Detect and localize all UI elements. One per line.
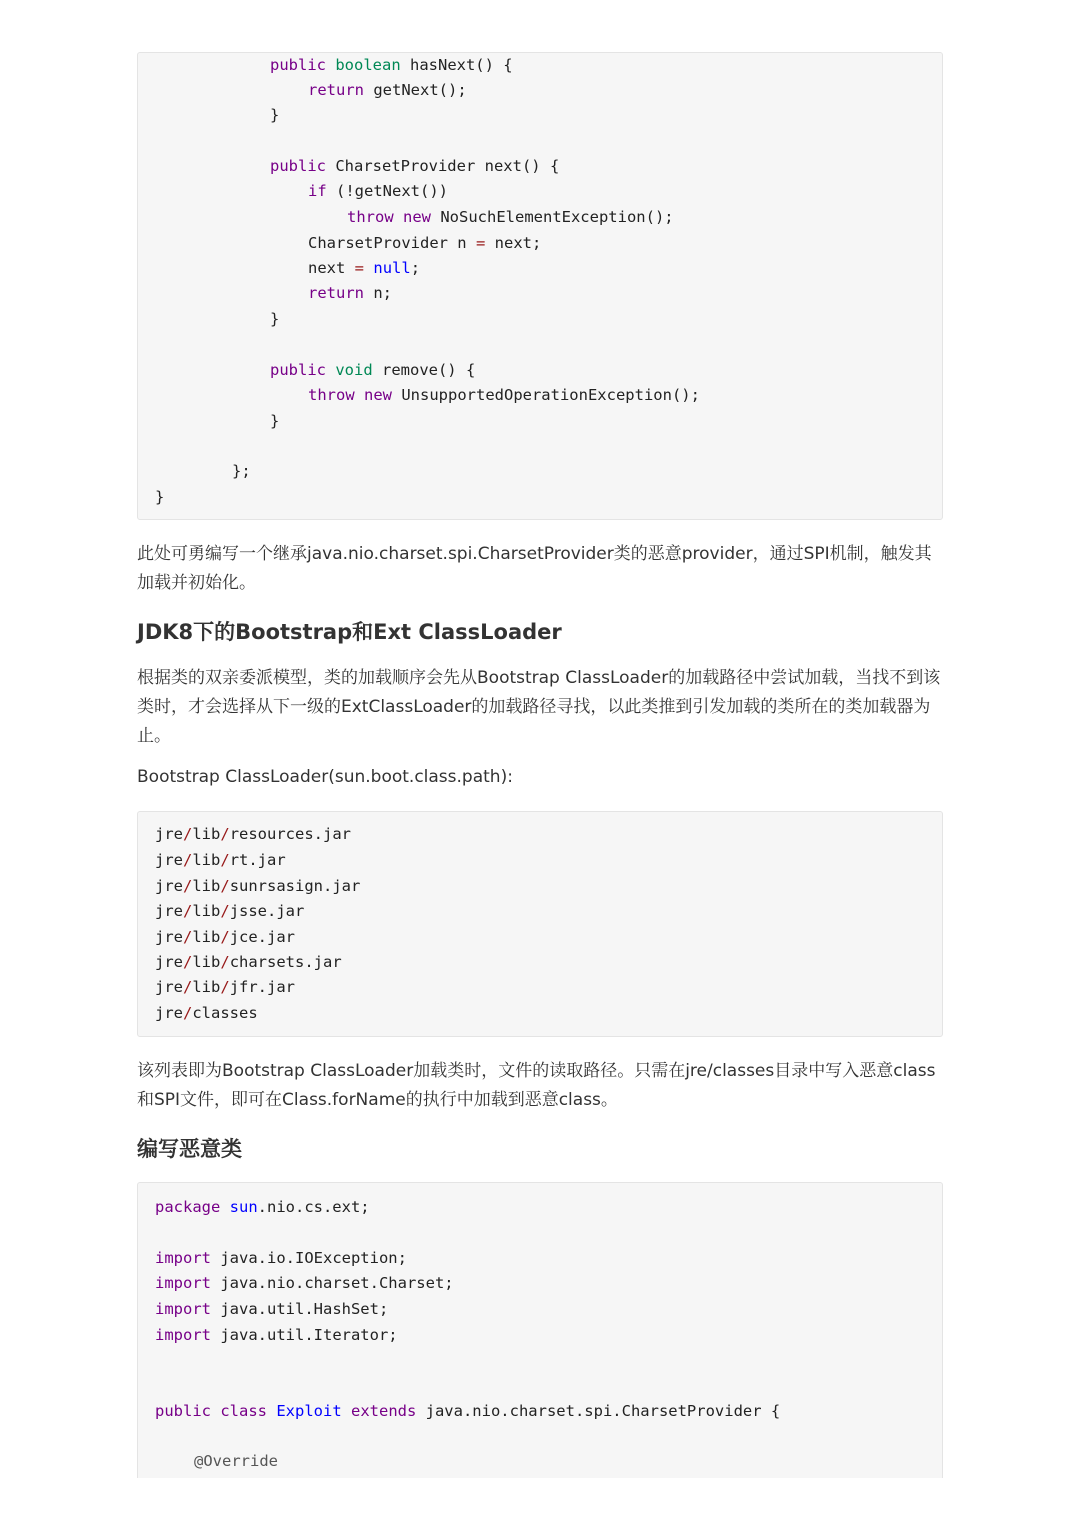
code-token: /	[183, 928, 193, 946]
code-token: /	[183, 877, 193, 895]
code-line	[270, 309, 279, 329]
code-block-2	[137, 811, 943, 1037]
code-line	[155, 1197, 370, 1217]
code-token: import	[155, 1326, 211, 1344]
code-block-1	[137, 52, 943, 520]
code-token: ;	[410, 259, 421, 277]
code-line	[155, 1325, 398, 1345]
code-line	[308, 80, 467, 100]
code-line	[155, 1003, 258, 1023]
code-token: sun	[229, 1198, 258, 1216]
code-token	[364, 259, 373, 277]
code-line	[347, 207, 674, 227]
code-line	[270, 360, 475, 380]
code-token: jre	[155, 825, 183, 843]
code-token: CharsetProvider next() {	[335, 157, 560, 175]
code-token: /	[220, 928, 230, 946]
code-token: classes	[192, 1004, 258, 1022]
code-line	[232, 461, 251, 481]
code-token: charsets.jar	[229, 953, 342, 971]
code-token: jre	[155, 978, 183, 996]
code-line	[155, 952, 342, 972]
code-token: /	[220, 902, 230, 920]
code-token: =	[475, 234, 486, 252]
code-token: getNext();	[364, 81, 467, 99]
code-token: jce.jar	[229, 928, 296, 946]
code-token: throw new	[308, 386, 392, 404]
code-token: }	[155, 488, 165, 506]
code-token: java.util.Iterator;	[211, 1326, 398, 1344]
code-token: /	[183, 825, 193, 843]
code-token: }	[270, 106, 280, 124]
code-token: next;	[485, 234, 542, 252]
code-token: jre	[155, 877, 183, 895]
code-line	[270, 55, 513, 75]
code-token: java.nio.charset.spi.CharsetProvider {	[416, 1402, 781, 1420]
code-token: /	[183, 1004, 193, 1022]
code-token: /	[220, 953, 230, 971]
code-line	[308, 233, 541, 253]
code-token: rt.jar	[229, 851, 286, 869]
code-token: jre	[155, 953, 183, 971]
code-line	[270, 156, 559, 176]
code-token: lib	[192, 825, 221, 843]
code-line	[155, 1401, 780, 1421]
code-line	[155, 1299, 388, 1319]
code-token: lib	[192, 978, 221, 996]
code-token: lib	[192, 877, 221, 895]
code-line	[194, 1451, 278, 1471]
code-token: jre	[155, 1004, 183, 1022]
code-line	[155, 977, 295, 997]
code-token: import	[155, 1249, 211, 1267]
code-token: throw new	[347, 208, 431, 226]
code-token: CharsetProvider n	[308, 234, 476, 252]
code-token: next	[308, 259, 355, 277]
code-token: import	[155, 1300, 211, 1318]
code-line	[155, 1273, 454, 1293]
code-token: remove() {	[372, 361, 476, 379]
code-line	[270, 105, 279, 125]
code-token: public	[270, 157, 336, 175]
code-token: /	[183, 902, 193, 920]
code-token: jre	[155, 851, 183, 869]
code-token: /	[183, 978, 193, 996]
code-token: /	[183, 851, 193, 869]
code-token: void	[335, 361, 373, 379]
code-token: public class	[155, 1402, 277, 1420]
code-token: /	[183, 953, 193, 971]
code-token: /	[220, 978, 230, 996]
code-block-3	[137, 1182, 943, 1478]
code-token: java.nio.charset.Charset;	[211, 1274, 454, 1292]
section-heading: JDK8下的Bootstrap和Ext ClassLoader	[137, 620, 562, 644]
code-token: lib	[192, 953, 221, 971]
paragraph: Bootstrap ClassLoader(sun.boot.class.path):	[137, 767, 513, 787]
code-token: jre	[155, 928, 183, 946]
code-token: }	[270, 310, 280, 328]
code-token: lib	[192, 902, 221, 920]
code-token: package	[155, 1198, 230, 1216]
code-token: =	[354, 259, 365, 277]
code-line	[308, 258, 420, 278]
code-line	[308, 181, 448, 201]
code-line	[155, 876, 360, 896]
code-token: jre	[155, 902, 183, 920]
code-token: import	[155, 1274, 211, 1292]
code-token: }	[270, 412, 280, 430]
code-token: UnsupportedOperationException();	[392, 386, 700, 404]
code-line	[308, 283, 392, 303]
code-token: @Override	[194, 1452, 278, 1470]
code-token: extends	[341, 1402, 417, 1420]
code-token: lib	[192, 851, 221, 869]
code-token: (!getNext())	[326, 182, 448, 200]
code-token: return	[308, 284, 364, 302]
paragraph: 该列表即为Bootstrap ClassLoader加载类时，文件的读取路径。只需在jre/classes目录中写入恶意class和SPI文件，即可在Class.forName的执行中加载到恶意class。	[137, 1061, 936, 1110]
code-line	[155, 1248, 407, 1268]
code-token: /	[220, 877, 230, 895]
code-token: n;	[364, 284, 392, 302]
code-token: resources.jar	[229, 825, 352, 843]
code-token: };	[232, 462, 251, 480]
code-token: .nio.cs.ext;	[257, 1198, 370, 1216]
code-line	[155, 850, 286, 870]
paragraph: 根据类的双亲委派模型，类的加载顺序会先从Bootstrap ClassLoader的加载路径中尝试加载，当找不到该类时，才会选择从下一级的ExtClassLoader的加载路径寻找，以此类推到引发加载的类所在的类加载器为止。	[137, 668, 941, 746]
code-token: public	[270, 361, 336, 379]
code-line	[155, 927, 295, 947]
code-line	[155, 901, 304, 921]
code-token: Exploit	[276, 1402, 342, 1420]
code-token: hasNext() {	[400, 56, 513, 74]
code-token: boolean	[335, 56, 401, 74]
code-token: java.util.HashSet;	[211, 1300, 389, 1318]
code-token: jsse.jar	[229, 902, 305, 920]
code-token: null	[373, 259, 411, 277]
code-token: return	[308, 81, 364, 99]
code-token: jfr.jar	[229, 978, 296, 996]
code-token: sunrsasign.jar	[229, 877, 361, 895]
code-line	[308, 385, 700, 405]
code-token: public	[270, 56, 336, 74]
code-token: /	[220, 825, 230, 843]
code-token: /	[220, 851, 230, 869]
code-token: if	[308, 182, 327, 200]
code-line	[155, 824, 351, 844]
section-heading: 编写恶意类	[137, 1137, 242, 1161]
paragraph: 此处可勇编写一个继承java.nio.charset.spi.CharsetProvider类的恶意provider，通过SPI机制，触发其加载并初始化。	[137, 544, 932, 593]
code-token: NoSuchElementException();	[431, 208, 674, 226]
code-line	[155, 487, 164, 507]
code-token: java.io.IOException;	[211, 1249, 407, 1267]
code-line	[270, 411, 279, 431]
code-token: lib	[192, 928, 221, 946]
